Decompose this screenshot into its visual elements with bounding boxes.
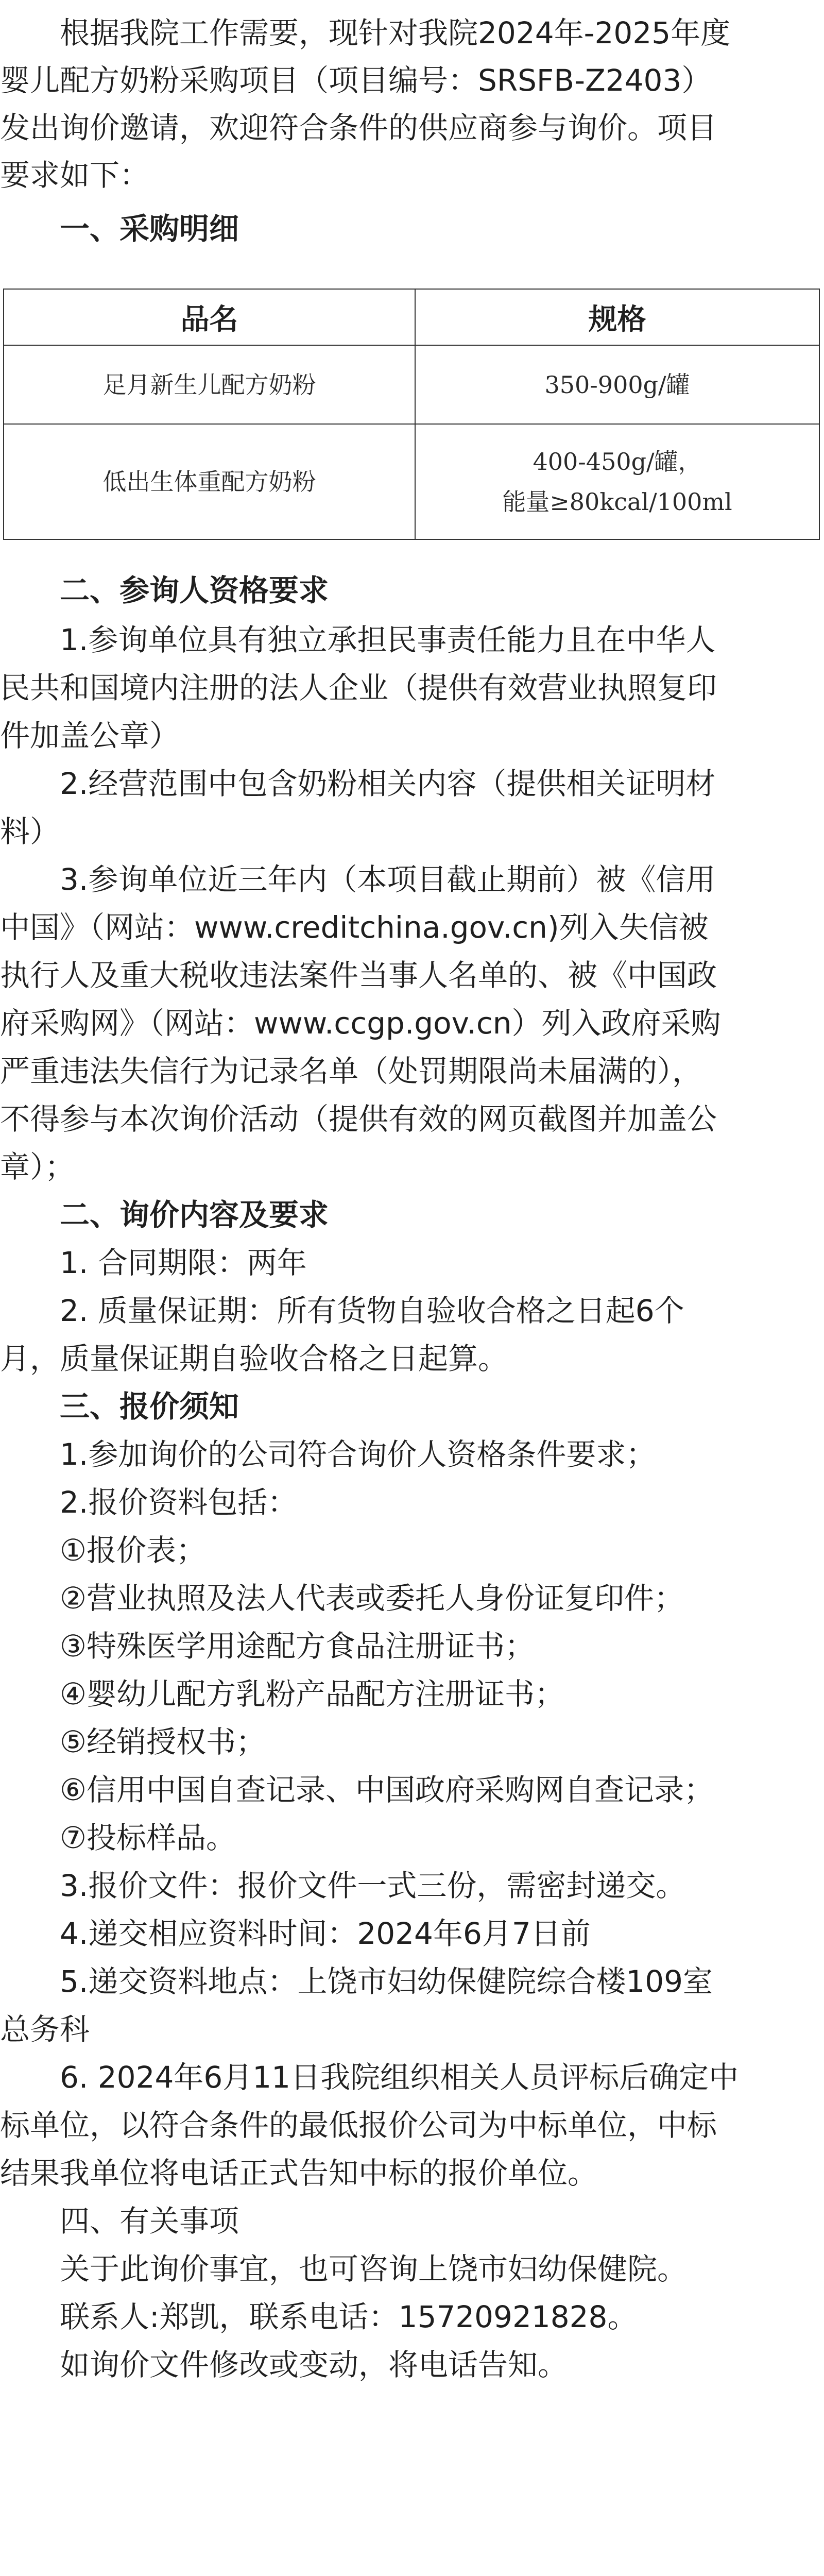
body-line: ①报价表；	[0, 1533, 206, 1568]
body-line: 4.递交相应资料时间：2024年6月7日前	[0, 1916, 591, 1951]
body-line: 3.参询单位近三年内（本项目截止期前）被《信用	[0, 862, 716, 897]
body-line: ④婴幼儿配方乳粉产品配方注册证书；	[0, 1676, 564, 1711]
table-cell-spec-line: 400-450g/罐，	[533, 448, 702, 476]
table-cell-spec-line: 能量≥80kcal/100ml	[502, 488, 732, 516]
body-line: 如询价文件修改或变动，将电话告知。	[0, 2347, 568, 2382]
body-line: 1.参询单位具有独立承担民事责任能力且在中华人	[0, 622, 716, 657]
body-line: ⑤经销授权书；	[0, 1724, 266, 1759]
table-cell-spec	[416, 346, 819, 423]
body-line: 不得参与本次询价活动（提供有效的网页截图并加盖公	[0, 1101, 717, 1137]
body-line: 料）	[0, 814, 60, 849]
body-line: 3.报价文件：报价文件一式三份，需密封递交。	[0, 1868, 686, 1903]
body-line: ②营业执照及法人代表或委托人身份证复印件；	[0, 1581, 684, 1616]
body-line: 1.参加询价的公司符合询价人资格条件要求；	[0, 1437, 656, 1472]
table-cell-name: 低出生体重配方奶粉	[102, 468, 316, 496]
section-heading-matters: 四、有关事项	[0, 2204, 239, 2239]
body-line: 2. 质量保证期：所有货物自验收合格之日起6个	[0, 1293, 684, 1328]
section-heading-inquiry: 二、询价内容及要求	[0, 1197, 329, 1232]
intro-line: 婴儿配方奶粉采购项目（项目编号：SRSFB-Z2403）	[0, 63, 712, 98]
procurement-table	[3, 289, 820, 540]
body-line: 关于此询价事宜，也可咨询上饶市妇幼保健院。	[0, 2251, 688, 2286]
body-line: 标单位，以符合条件的最低报价公司为中标单位，中标	[0, 2108, 717, 2143]
body-line: 2.经营范围中包含奶粉相关内容（提供相关证明材	[0, 766, 716, 801]
body-line: 1. 合同期限：两年	[0, 1245, 307, 1280]
intro-line: 发出询价邀请，欢迎符合条件的供应商参与询价。项目	[0, 110, 717, 145]
body-line: 严重违法失信行为记录名单（处罚期限尚未届满的），	[0, 1054, 702, 1089]
table-cell-name: 足月新生儿配方奶粉	[102, 370, 316, 399]
body-line: 5.递交资料地点：上饶市妇幼保健院综合楼109室	[0, 1964, 713, 1999]
body-line: 件加盖公章）	[0, 718, 180, 753]
section-heading-procurement: 一、采购明细	[0, 211, 239, 246]
table-cell-spec	[416, 425, 819, 539]
body-line: 章）；	[0, 1149, 75, 1184]
body-line: 联系人:郑凯，联系电话：15720921828。	[0, 2299, 638, 2334]
table-header-spec: 规格	[588, 302, 646, 336]
body-line: 结果我单位将电话正式告知中标的报价单位。	[0, 2156, 598, 2191]
body-line: 6. 2024年6月11日我院组织相关人员评标后确定中	[0, 2060, 739, 2095]
intro-line: 要求如下：	[0, 158, 150, 193]
section-heading-qualification: 二、参询人资格要求	[0, 573, 329, 608]
body-line: ⑥信用中国自查记录、中国政府采购网自查记录；	[0, 1772, 714, 1807]
table-header-name: 品名	[180, 302, 238, 336]
table-cell-spec-line: 350-900g/罐	[544, 370, 690, 399]
body-line: ③特殊医学用途配方食品注册证书；	[0, 1629, 535, 1664]
body-line: 执行人及重大税收违法案件当事人名单的、被《中国政	[0, 958, 717, 993]
body-line: ⑦投标样品。	[0, 1820, 236, 1855]
body-line: 月，质量保证期自验收合格之日起算。	[0, 1341, 508, 1376]
body-line: 民共和国境内注册的法人企业（提供有效营业执照复印	[0, 670, 717, 705]
body-line: 府采购网》（网站：www.ccgp.gov.cn）列入政府采购	[0, 1006, 721, 1041]
body-line: 中国》（网站：www.creditchina.gov.cn)列入失信被	[0, 910, 709, 945]
intro-line: 根据我院工作需要，现针对我院2024年-2025年度	[0, 15, 731, 50]
body-line: 总务科	[0, 2012, 90, 2047]
section-heading-quotation: 三、报价须知	[0, 1389, 239, 1424]
body-line: 2.报价资料包括：	[0, 1485, 298, 1520]
